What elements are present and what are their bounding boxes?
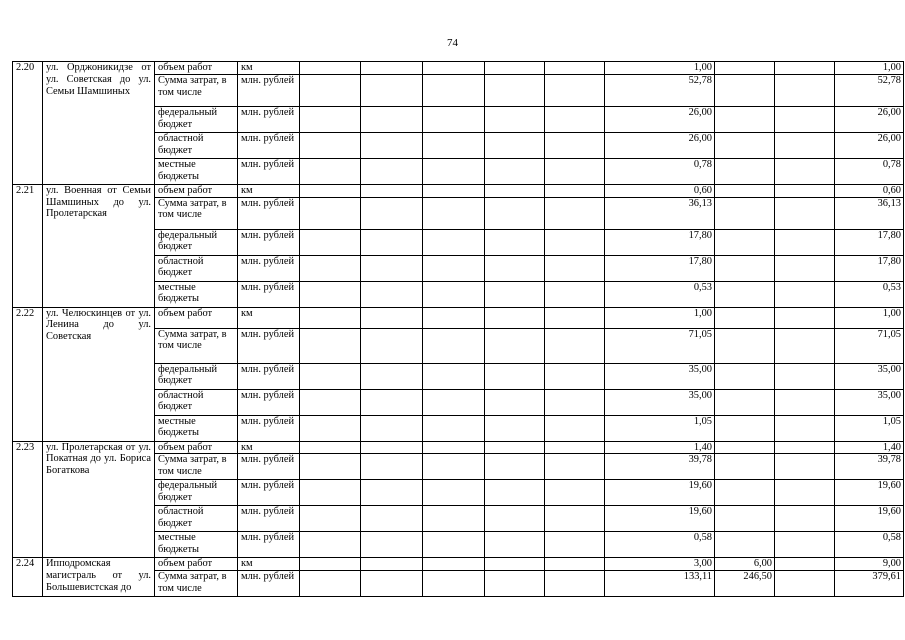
unit-cell: млн. рублей (238, 158, 300, 184)
empty-cell (775, 506, 835, 532)
empty-cell (300, 158, 361, 184)
empty-cell (485, 74, 545, 106)
unit-cell: млн. рублей (238, 255, 300, 281)
section-name: Ипподромская магистраль от ул. Большевистская до (43, 558, 155, 597)
indicator-label: областной бюджет (155, 255, 238, 281)
unit-cell: км (238, 184, 300, 197)
empty-cell (423, 106, 485, 132)
indicator-label: федеральный бюджет (155, 106, 238, 132)
empty-cell (361, 62, 423, 75)
empty-cell (423, 62, 485, 75)
unit-cell: млн. рублей (238, 106, 300, 132)
empty-cell (545, 328, 605, 363)
empty-cell (423, 480, 485, 506)
empty-cell (545, 255, 605, 281)
total-value: 9,00 (835, 558, 904, 571)
indicator-label: Сумма затрат, в том числе (155, 328, 238, 363)
empty-cell (361, 454, 423, 480)
empty-cell (545, 532, 605, 558)
indicator-label: объем работ (155, 441, 238, 454)
table-row (13, 558, 904, 571)
total-value: 0,60 (835, 184, 904, 197)
empty-cell (485, 132, 545, 158)
empty-cell (775, 307, 835, 328)
empty-cell (423, 506, 485, 532)
value-year-1: 1,40 (605, 441, 715, 454)
total-value: 39,78 (835, 454, 904, 480)
empty-cell (361, 106, 423, 132)
unit-cell: млн. рублей (238, 532, 300, 558)
empty-cell (361, 558, 423, 571)
empty-cell (775, 106, 835, 132)
empty-cell (485, 184, 545, 197)
empty-cell (300, 506, 361, 532)
unit-cell: млн. рублей (238, 415, 300, 441)
unit-cell: млн. рублей (238, 506, 300, 532)
empty-cell (485, 307, 545, 328)
empty-cell (361, 184, 423, 197)
empty-cell (300, 571, 361, 597)
table-row (13, 184, 904, 197)
indicator-label: Сумма затрат, в том числе (155, 454, 238, 480)
empty-cell (775, 158, 835, 184)
empty-cell (485, 62, 545, 75)
empty-cell (423, 255, 485, 281)
value-year-2 (715, 389, 775, 415)
section-name: ул. Челюскинцев от ул. Ленина до ул. Советская (43, 307, 155, 441)
indicator-label: объем работ (155, 184, 238, 197)
empty-cell (545, 74, 605, 106)
empty-cell (775, 328, 835, 363)
value-year-1: 35,00 (605, 363, 715, 389)
empty-cell (775, 255, 835, 281)
value-year-1: 19,60 (605, 506, 715, 532)
empty-cell (300, 363, 361, 389)
total-value: 35,00 (835, 389, 904, 415)
empty-cell (485, 106, 545, 132)
unit-cell: млн. рублей (238, 74, 300, 106)
empty-cell (545, 106, 605, 132)
empty-cell (361, 506, 423, 532)
section-name: ул. Орджоникидзе от ул. Советская до ул. Семьи Шамшиных (43, 62, 155, 185)
total-value: 379,61 (835, 571, 904, 597)
unit-cell: км (238, 62, 300, 75)
section-number: 2.22 (13, 307, 43, 441)
empty-cell (485, 558, 545, 571)
value-year-1: 0,58 (605, 532, 715, 558)
empty-cell (361, 229, 423, 255)
empty-cell (423, 558, 485, 571)
empty-cell (485, 441, 545, 454)
empty-cell (775, 132, 835, 158)
value-year-1: 52,78 (605, 74, 715, 106)
empty-cell (485, 480, 545, 506)
value-year-2 (715, 197, 775, 229)
unit-cell: млн. рублей (238, 229, 300, 255)
total-value: 1,00 (835, 62, 904, 75)
value-year-2 (715, 532, 775, 558)
value-year-1: 35,00 (605, 389, 715, 415)
empty-cell (361, 532, 423, 558)
empty-cell (545, 184, 605, 197)
empty-cell (485, 328, 545, 363)
empty-cell (775, 532, 835, 558)
indicator-label: объем работ (155, 558, 238, 571)
value-year-2 (715, 106, 775, 132)
empty-cell (361, 281, 423, 307)
unit-cell: млн. рублей (238, 328, 300, 363)
indicator-label: федеральный бюджет (155, 363, 238, 389)
empty-cell (545, 480, 605, 506)
value-year-1: 17,80 (605, 255, 715, 281)
empty-cell (361, 389, 423, 415)
empty-cell (775, 62, 835, 75)
empty-cell (300, 389, 361, 415)
empty-cell (545, 506, 605, 532)
empty-cell (361, 158, 423, 184)
empty-cell (300, 441, 361, 454)
empty-cell (775, 558, 835, 571)
value-year-2: 246,50 (715, 571, 775, 597)
empty-cell (300, 307, 361, 328)
value-year-1: 133,11 (605, 571, 715, 597)
empty-cell (423, 571, 485, 597)
empty-cell (300, 454, 361, 480)
empty-cell (361, 480, 423, 506)
unit-cell: млн. рублей (238, 454, 300, 480)
value-year-1: 0,60 (605, 184, 715, 197)
value-year-2 (715, 62, 775, 75)
empty-cell (775, 480, 835, 506)
empty-cell (775, 229, 835, 255)
empty-cell (423, 74, 485, 106)
total-value: 19,60 (835, 480, 904, 506)
empty-cell (300, 106, 361, 132)
value-year-2 (715, 281, 775, 307)
empty-cell (485, 281, 545, 307)
empty-cell (775, 571, 835, 597)
empty-cell (485, 454, 545, 480)
empty-cell (545, 571, 605, 597)
empty-cell (300, 229, 361, 255)
empty-cell (545, 158, 605, 184)
value-year-1: 26,00 (605, 132, 715, 158)
empty-cell (423, 363, 485, 389)
empty-cell (545, 363, 605, 389)
empty-cell (485, 389, 545, 415)
indicator-label: областной бюджет (155, 506, 238, 532)
empty-cell (423, 281, 485, 307)
empty-cell (485, 158, 545, 184)
unit-cell: млн. рублей (238, 281, 300, 307)
value-year-2 (715, 415, 775, 441)
empty-cell (545, 132, 605, 158)
section-name: ул. Военная от Семьи Шамшиных до ул. Пролетарская (43, 184, 155, 307)
value-year-2 (715, 441, 775, 454)
value-year-1: 1,00 (605, 307, 715, 328)
empty-cell (423, 532, 485, 558)
total-value: 0,58 (835, 532, 904, 558)
value-year-2 (715, 307, 775, 328)
empty-cell (775, 197, 835, 229)
value-year-1: 0,78 (605, 158, 715, 184)
empty-cell (775, 415, 835, 441)
empty-cell (423, 389, 485, 415)
total-value: 35,00 (835, 363, 904, 389)
empty-cell (423, 184, 485, 197)
value-year-1: 0,53 (605, 281, 715, 307)
unit-cell: км (238, 307, 300, 328)
total-value: 1,40 (835, 441, 904, 454)
empty-cell (361, 363, 423, 389)
unit-cell: млн. рублей (238, 480, 300, 506)
indicator-label: местные бюджеты (155, 415, 238, 441)
empty-cell (361, 415, 423, 441)
empty-cell (300, 558, 361, 571)
empty-cell (300, 532, 361, 558)
value-year-1: 3,00 (605, 558, 715, 571)
unit-cell: млн. рублей (238, 363, 300, 389)
total-value: 26,00 (835, 132, 904, 158)
value-year-1: 1,05 (605, 415, 715, 441)
empty-cell (775, 74, 835, 106)
empty-cell (423, 454, 485, 480)
empty-cell (545, 415, 605, 441)
empty-cell (485, 363, 545, 389)
empty-cell (300, 255, 361, 281)
value-year-2 (715, 363, 775, 389)
empty-cell (300, 281, 361, 307)
empty-cell (485, 255, 545, 281)
section-number: 2.21 (13, 184, 43, 307)
empty-cell (300, 197, 361, 229)
empty-cell (361, 328, 423, 363)
empty-cell (775, 389, 835, 415)
section-number: 2.23 (13, 441, 43, 558)
total-value: 0,53 (835, 281, 904, 307)
page-number: 74 (447, 37, 458, 49)
empty-cell (300, 184, 361, 197)
total-value: 17,80 (835, 255, 904, 281)
empty-cell (545, 197, 605, 229)
empty-cell (775, 281, 835, 307)
empty-cell (423, 307, 485, 328)
section-number: 2.24 (13, 558, 43, 597)
empty-cell (423, 229, 485, 255)
empty-cell (423, 132, 485, 158)
value-year-2 (715, 480, 775, 506)
value-year-1: 17,80 (605, 229, 715, 255)
indicator-label: объем работ (155, 62, 238, 75)
empty-cell (361, 441, 423, 454)
value-year-2 (715, 132, 775, 158)
unit-cell: км (238, 441, 300, 454)
empty-cell (545, 229, 605, 255)
table-row (13, 441, 904, 454)
total-value: 26,00 (835, 106, 904, 132)
empty-cell (545, 454, 605, 480)
empty-cell (300, 62, 361, 75)
indicator-label: местные бюджеты (155, 281, 238, 307)
indicator-label: федеральный бюджет (155, 229, 238, 255)
value-year-1: 71,05 (605, 328, 715, 363)
empty-cell (485, 229, 545, 255)
empty-cell (775, 184, 835, 197)
empty-cell (361, 132, 423, 158)
empty-cell (423, 197, 485, 229)
empty-cell (775, 441, 835, 454)
empty-cell (300, 74, 361, 106)
empty-cell (545, 441, 605, 454)
empty-cell (361, 307, 423, 328)
indicator-label: областной бюджет (155, 132, 238, 158)
empty-cell (485, 415, 545, 441)
empty-cell (300, 480, 361, 506)
total-value: 17,80 (835, 229, 904, 255)
unit-cell: км (238, 558, 300, 571)
total-value: 1,05 (835, 415, 904, 441)
value-year-2 (715, 506, 775, 532)
indicator-label: федеральный бюджет (155, 480, 238, 506)
empty-cell (300, 132, 361, 158)
value-year-1: 19,60 (605, 480, 715, 506)
empty-cell (485, 532, 545, 558)
unit-cell: млн. рублей (238, 132, 300, 158)
section-name: ул. Пролетарская от ул. Покатная до ул. Бориса Богаткова (43, 441, 155, 558)
total-value: 0,78 (835, 158, 904, 184)
total-value: 36,13 (835, 197, 904, 229)
indicator-label: областной бюджет (155, 389, 238, 415)
indicator-label: Сумма затрат, в том числе (155, 197, 238, 229)
unit-cell: млн. рублей (238, 197, 300, 229)
value-year-2 (715, 229, 775, 255)
empty-cell (423, 328, 485, 363)
empty-cell (423, 441, 485, 454)
empty-cell (361, 197, 423, 229)
empty-cell (545, 558, 605, 571)
indicator-label: Сумма затрат, в том числе (155, 571, 238, 597)
empty-cell (361, 255, 423, 281)
total-value: 19,60 (835, 506, 904, 532)
empty-cell (545, 281, 605, 307)
indicator-label: Сумма затрат, в том числе (155, 74, 238, 106)
total-value: 52,78 (835, 74, 904, 106)
value-year-2 (715, 454, 775, 480)
empty-cell (300, 415, 361, 441)
empty-cell (485, 197, 545, 229)
empty-cell (300, 328, 361, 363)
total-value: 1,00 (835, 307, 904, 328)
empty-cell (423, 415, 485, 441)
empty-cell (775, 454, 835, 480)
indicator-label: местные бюджеты (155, 158, 238, 184)
table-row (13, 62, 904, 75)
value-year-2 (715, 158, 775, 184)
table-row (13, 307, 904, 328)
value-year-2: 6,00 (715, 558, 775, 571)
value-year-2 (715, 255, 775, 281)
value-year-1: 39,78 (605, 454, 715, 480)
budget-table (12, 61, 904, 597)
unit-cell: млн. рублей (238, 389, 300, 415)
value-year-2 (715, 74, 775, 106)
empty-cell (775, 363, 835, 389)
table-body (13, 62, 904, 597)
unit-cell: млн. рублей (238, 571, 300, 597)
indicator-label: объем работ (155, 307, 238, 328)
empty-cell (361, 74, 423, 106)
value-year-1: 1,00 (605, 62, 715, 75)
value-year-1: 26,00 (605, 106, 715, 132)
empty-cell (423, 158, 485, 184)
section-number: 2.20 (13, 62, 43, 185)
value-year-1: 36,13 (605, 197, 715, 229)
indicator-label: местные бюджеты (155, 532, 238, 558)
value-year-2 (715, 184, 775, 197)
empty-cell (485, 571, 545, 597)
value-year-2 (715, 328, 775, 363)
empty-cell (545, 62, 605, 75)
empty-cell (545, 389, 605, 415)
total-value: 71,05 (835, 328, 904, 363)
empty-cell (361, 571, 423, 597)
empty-cell (545, 307, 605, 328)
empty-cell (485, 506, 545, 532)
